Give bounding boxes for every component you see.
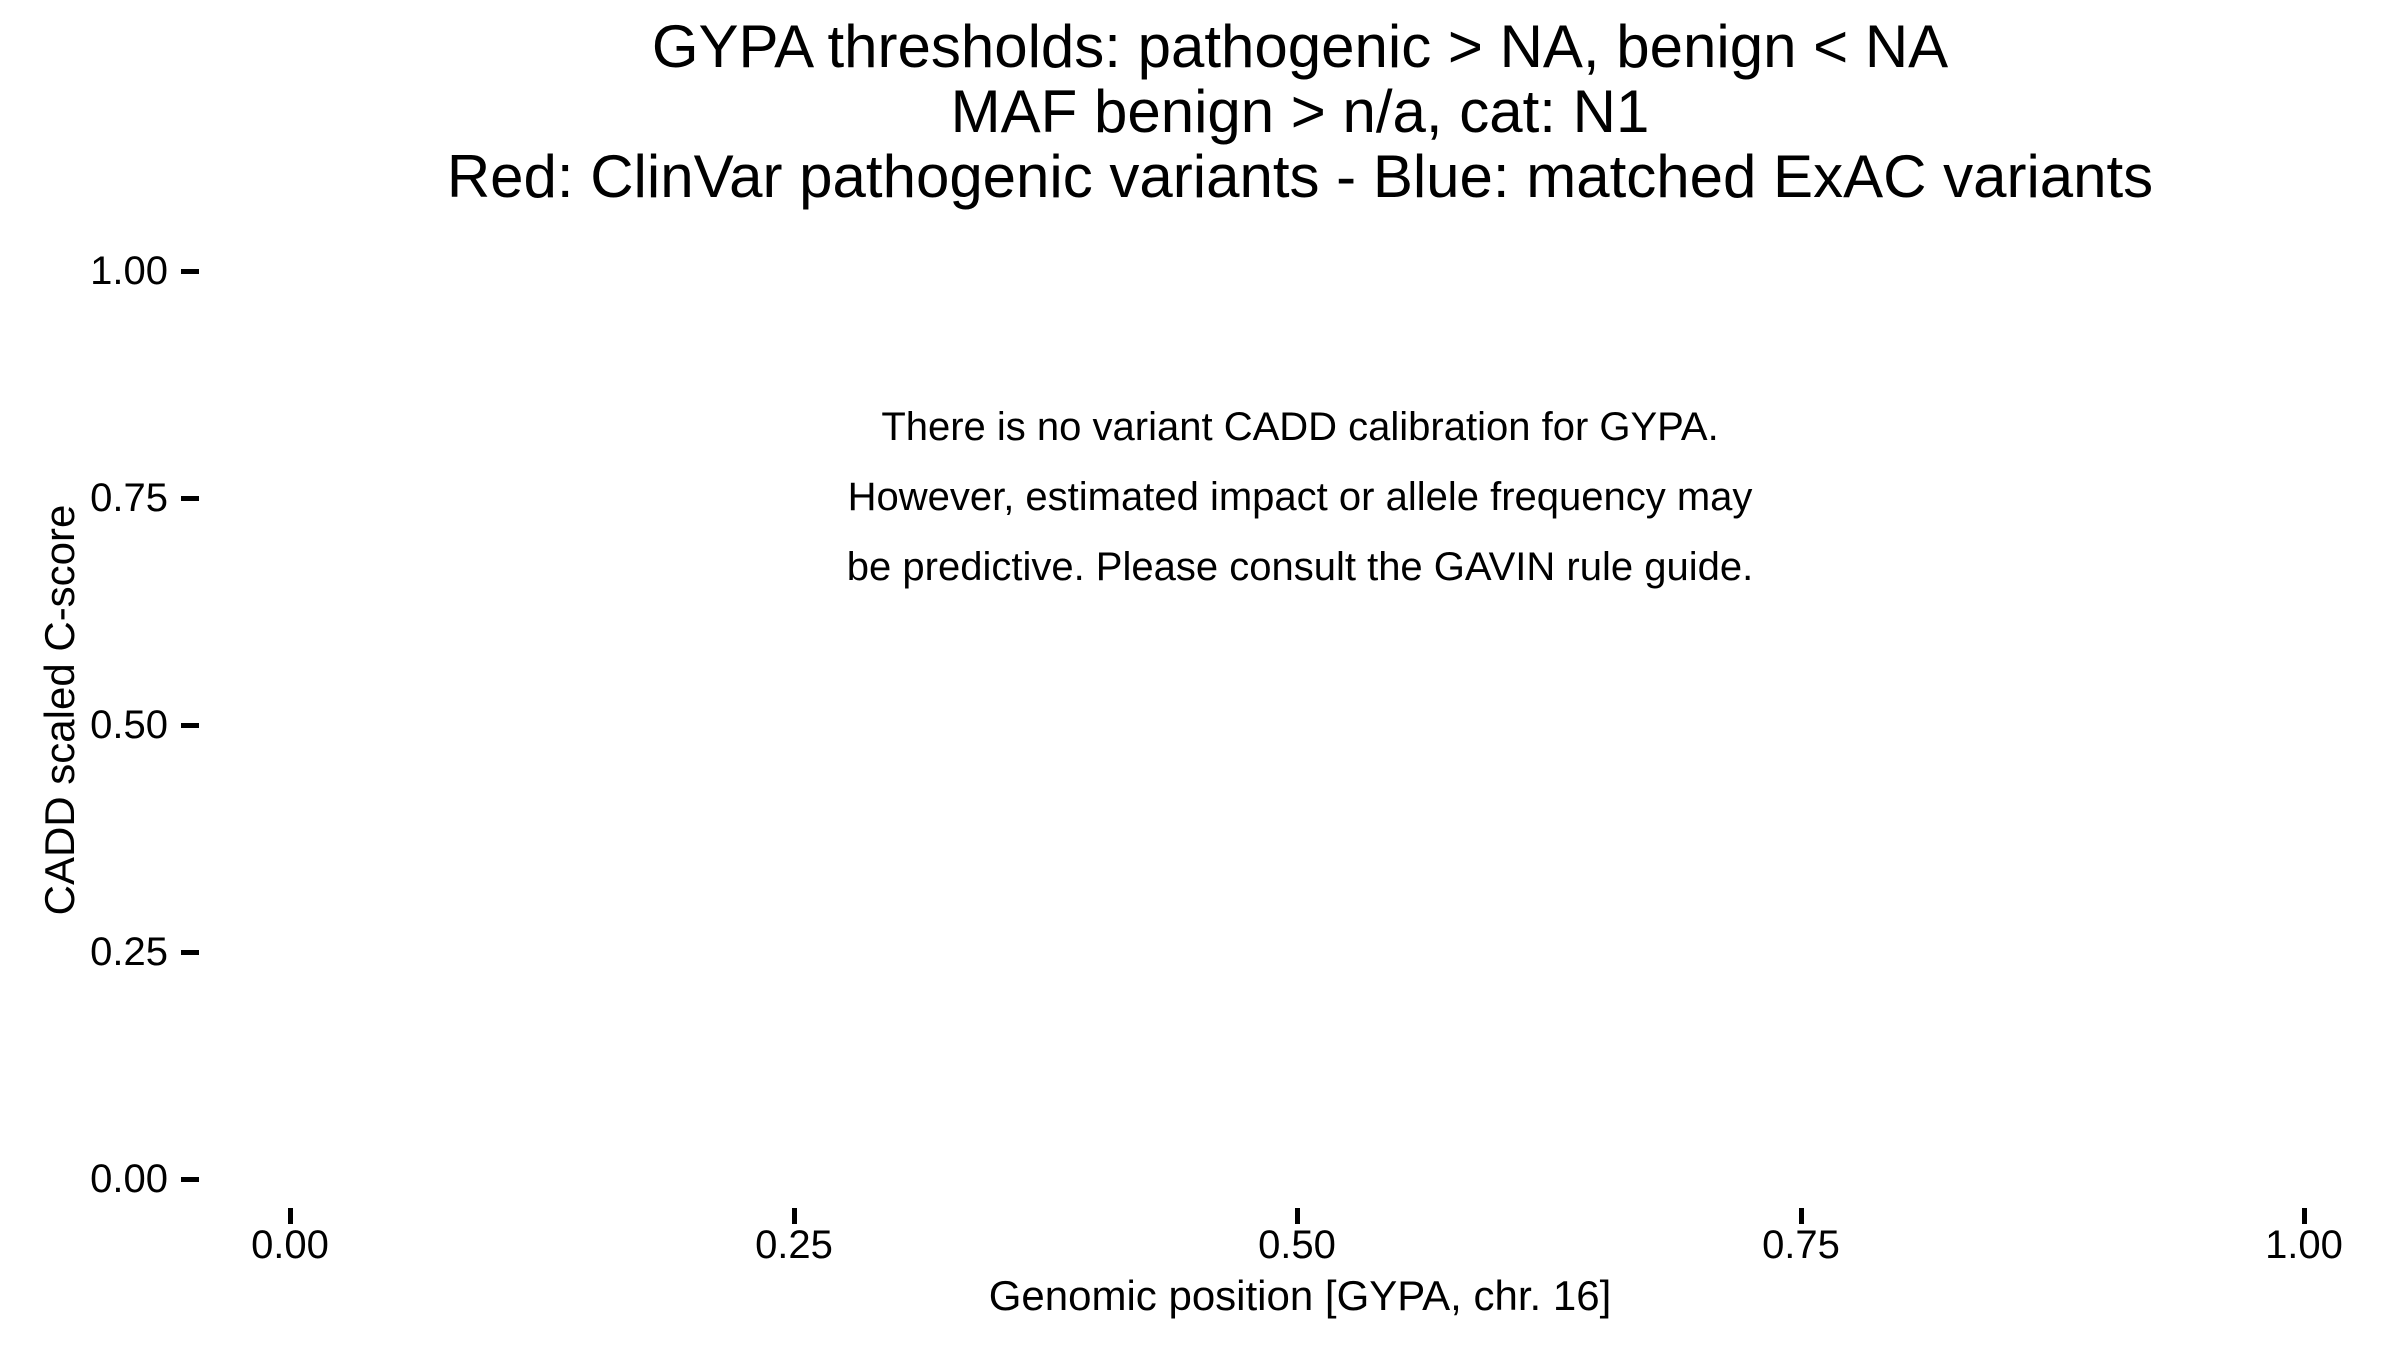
y-axis-title: CADD scaled C-score: [36, 504, 83, 916]
annotation-line-2: However, estimated impact or allele frequency may: [847, 475, 1753, 519]
y-tick-mark: [181, 950, 199, 955]
panel-annotation: [200, 392, 2400, 602]
plot-title: [200, 14, 2400, 209]
y-tick-label: 0.50: [90, 703, 168, 747]
x-tick-label: 0.75: [1762, 1223, 1840, 1267]
y-tick-label: 1.00: [90, 249, 168, 293]
plot-title-line-1: GYPA thresholds: pathogenic > NA, benign < NA: [651, 13, 1949, 80]
annotation-line-3: be predictive. Please consult the GAVIN rule guide.: [846, 545, 1754, 589]
plot-title-line-3: Red: ClinVar pathogenic variants - Blue: matched ExAC variants: [446, 143, 2154, 210]
x-tick-label: 0.50: [1258, 1223, 1336, 1267]
y-tick-label: 0.25: [90, 930, 168, 974]
y-tick-mark: [181, 723, 199, 728]
x-axis-title: Genomic position [GYPA, chr. 16]: [988, 1272, 1612, 1319]
x-tick-label: 0.25: [755, 1223, 833, 1267]
x-tick-label: 1.00: [2265, 1223, 2343, 1267]
y-tick-label: 0.75: [90, 476, 168, 520]
y-tick-mark: [181, 269, 199, 274]
x-tick-label: 0.00: [251, 1223, 329, 1267]
y-tick-mark: [181, 1177, 199, 1182]
y-tick-mark: [181, 496, 199, 501]
plot-title-line-2: MAF benign > n/a, cat: N1: [950, 78, 1650, 145]
annotation-line-1: There is no variant CADD calibration for GYPA.: [881, 405, 1719, 449]
y-tick-label: 0.00: [90, 1157, 168, 1201]
